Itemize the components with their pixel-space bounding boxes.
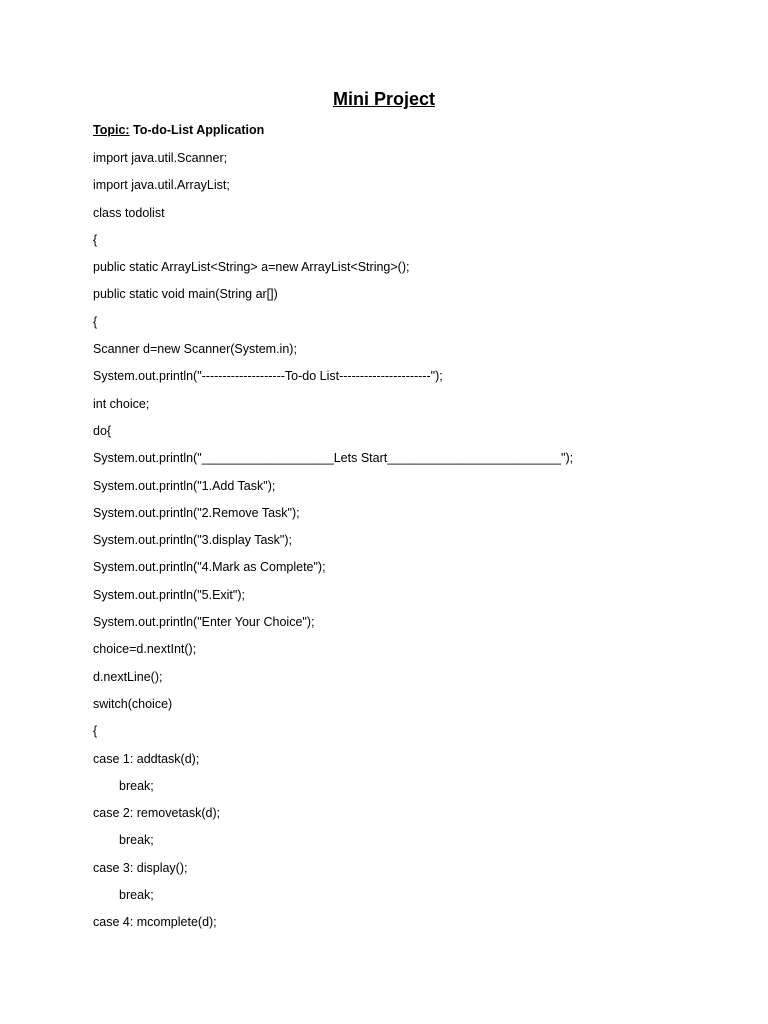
code-line: System.out.println("Enter Your Choice"); [93, 615, 315, 630]
code-line: int choice; [93, 396, 150, 411]
code-line: break; [119, 888, 154, 903]
code-line: break; [119, 833, 154, 848]
code-line: System.out.println("4.Mark as Complete"); [93, 560, 326, 575]
code-line: { [93, 232, 98, 247]
code-line: case 4: mcomplete(d); [93, 915, 217, 930]
code-line: switch(choice) [93, 696, 173, 711]
code-line: choice=d.nextInt(); [93, 642, 197, 657]
code-line: d.nextLine(); [93, 669, 163, 684]
code-line: case 3: display(); [93, 860, 188, 875]
code-line: System.out.println("3.display Task"); [93, 533, 292, 548]
topic-value: To-do-List Application [129, 123, 265, 137]
code-listing [93, 148, 573, 940]
code-line: System.out.println("1.Add Task"); [93, 478, 276, 493]
topic-label: Topic: [93, 123, 130, 137]
code-line: Scanner d=new Scanner(System.in); [93, 342, 297, 357]
code-line: public static ArrayList<String> a=new ArrayList<String>(); [93, 260, 410, 275]
code-line: import java.util.Scanner; [93, 151, 228, 165]
topic-line [93, 121, 264, 139]
code-line: break; [119, 778, 154, 793]
code-line: System.out.println("--------------------To-do List----------------------"); [93, 369, 443, 384]
code-line: do{ [93, 423, 112, 438]
code-line: case 1: addtask(d); [93, 751, 200, 766]
code-line: class todolist [93, 205, 165, 220]
code-line: case 2: removetask(d); [93, 806, 221, 821]
code-line: { [93, 314, 98, 329]
code-line: import java.util.ArrayList; [93, 178, 230, 193]
code-line: System.out.println("2.Remove Task"); [93, 505, 300, 520]
code-line: { [93, 724, 98, 739]
code-line: public static void main(String ar[]) [93, 287, 278, 302]
code-line: System.out.println("___________________Lets Start_________________________"); [93, 451, 574, 466]
document-title: Mini Project [332, 89, 435, 109]
code-line: System.out.println("5.Exit"); [93, 587, 245, 602]
